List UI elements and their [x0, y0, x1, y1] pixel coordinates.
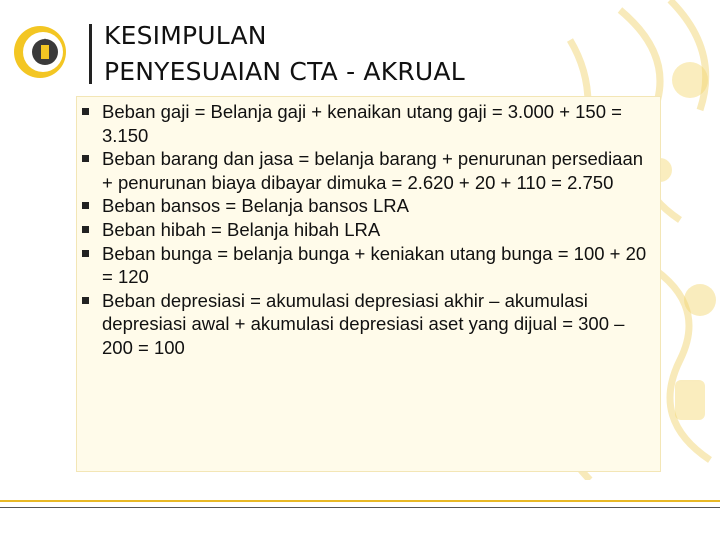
list-item	[82, 218, 657, 242]
list-item	[82, 194, 657, 218]
list-item	[82, 289, 657, 360]
bullet-icon	[82, 226, 89, 233]
bullet-text: Beban bunga = belanja bunga + keniakan utang bunga = 100 + 20 = 120	[102, 242, 647, 288]
bullet-text: Beban depresiasi = akumulasi depresiasi akhir – akumulasi depresiasi awal + akumulasi depresiasi aset yang dijual = 300 – 200 = 100	[102, 289, 625, 358]
bullet-icon	[82, 297, 89, 304]
page-title-line-2: PENYESUAIAN CTA - AKRUAL	[104, 57, 465, 86]
bullet-text: Beban gaji = Belanja gaji + kenaikan utang gaji = 3.000 + 150 = 3.150	[102, 101, 622, 146]
bullet-icon	[82, 250, 89, 257]
footer-gold-line	[0, 500, 720, 502]
page-title	[104, 18, 465, 90]
bullet-text: Beban hibah = Belanja hibah LRA	[102, 218, 381, 240]
bullet-icon	[82, 202, 89, 209]
bullet-icon	[82, 155, 89, 162]
list-item	[82, 147, 657, 194]
university-emblem-icon	[12, 22, 68, 82]
page-title-line-1: KESIMPULAN	[104, 21, 267, 50]
bullet-list	[82, 100, 657, 360]
footer-divider-line	[0, 507, 720, 508]
list-item	[82, 242, 657, 289]
bullet-icon	[82, 108, 89, 115]
bullet-text: Beban bansos = Belanja bansos LRA	[102, 195, 410, 217]
bullet-text: Beban barang dan jasa = belanja barang + penurunan persediaan + penurunan biaya dibayar dimuka = 2.620 + 20 + 110 = 2.750	[102, 148, 644, 193]
title-divider	[89, 24, 92, 84]
list-item	[82, 100, 657, 147]
